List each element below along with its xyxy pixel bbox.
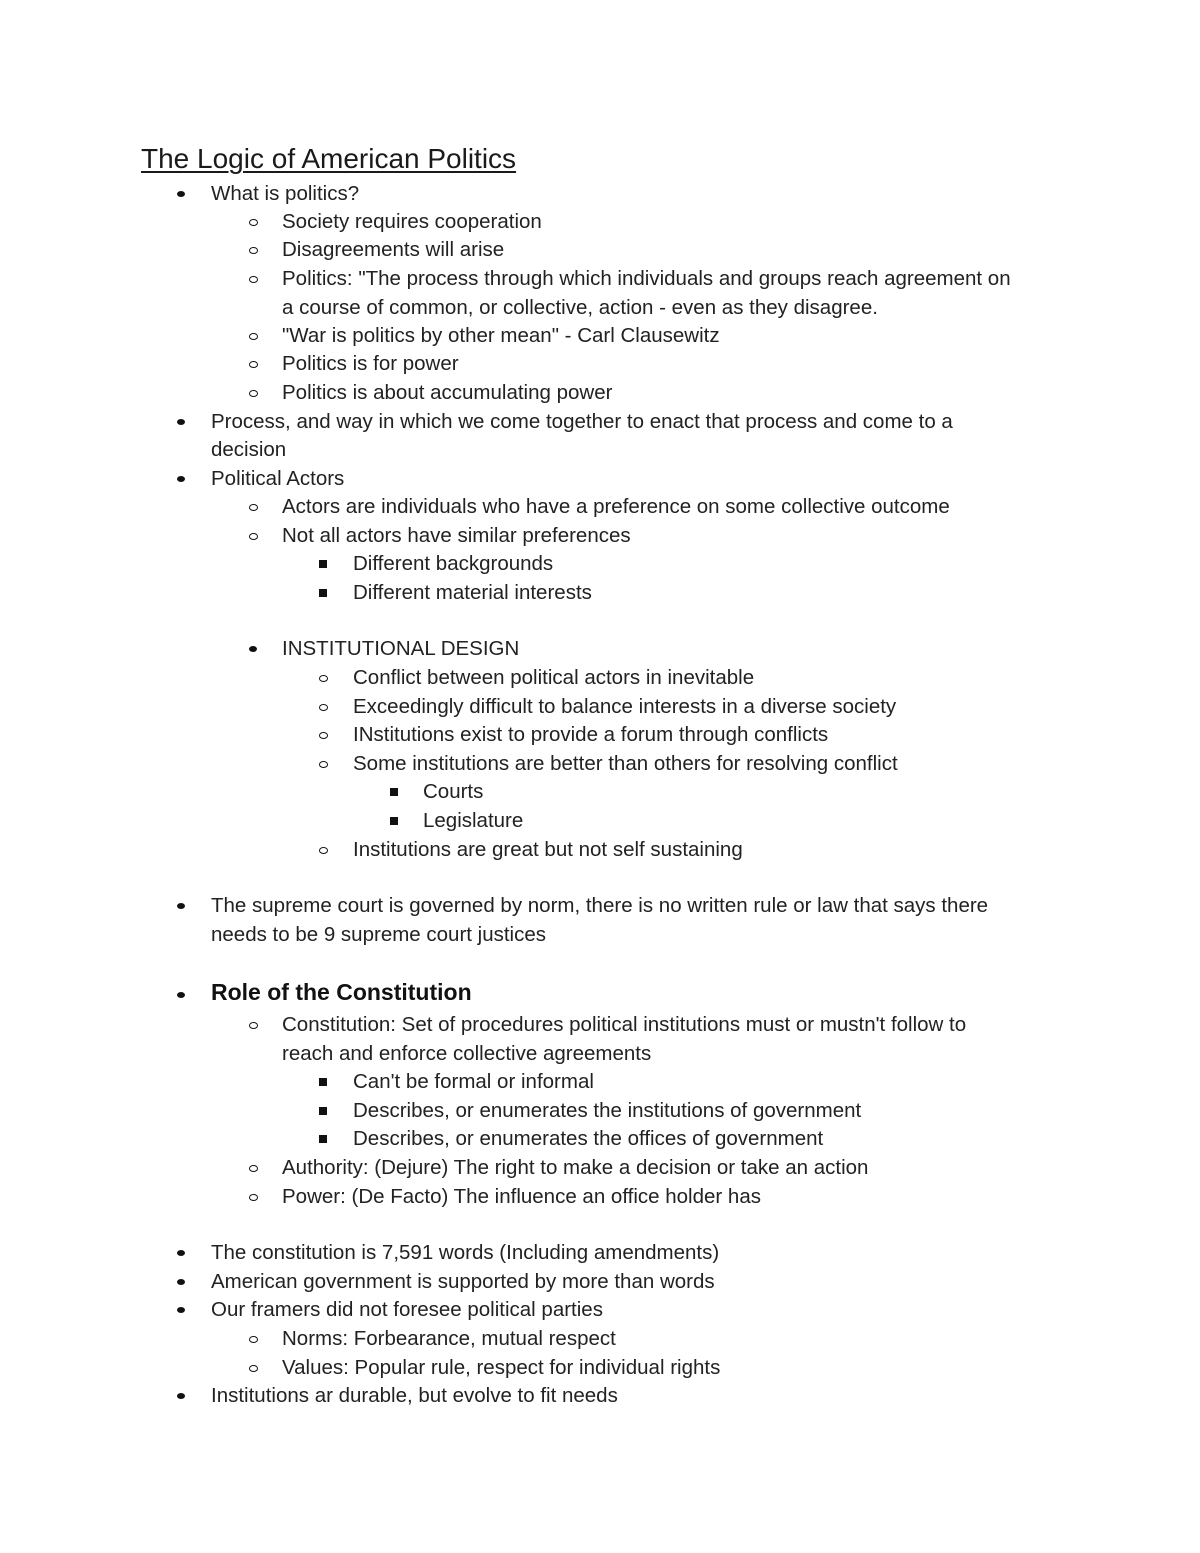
document-title: The Logic of American Politics: [141, 143, 517, 174]
disc-bullet-icon: [177, 1250, 185, 1256]
circle-bullet-icon: [249, 361, 258, 368]
list-item: Describes, or enumerates the institutions of government: [353, 1099, 862, 1122]
list-item: INstitutions exist to provide a forum through conflicts: [353, 723, 829, 746]
square-bullet-icon: [390, 788, 398, 796]
list-item: decision: [211, 438, 287, 461]
list-item: The supreme court is governed by norm, there is no written rule or law that says there: [211, 894, 989, 917]
circle-bullet-icon: [249, 1336, 258, 1343]
list-item: Authority: (Dejure) The right to make a decision or take an action: [282, 1156, 869, 1179]
list-item: Politics is for power: [282, 352, 459, 375]
circle-bullet-icon: [319, 761, 328, 768]
square-bullet-icon: [319, 589, 327, 597]
list-item: needs to be 9 supreme court justices: [211, 923, 547, 946]
circle-bullet-icon: [249, 390, 258, 397]
list-item: Different material interests: [353, 581, 592, 604]
list-item: Politics is about accumulating power: [282, 381, 613, 404]
square-bullet-icon: [390, 817, 398, 825]
list-item: Disagreements will arise: [282, 238, 505, 261]
list-item: Actors are individuals who have a preference on some collective outcome: [282, 495, 950, 518]
list-item: The constitution is 7,591 words (Including amendments): [211, 1241, 720, 1264]
list-item: Norms: Forbearance, mutual respect: [282, 1327, 616, 1350]
circle-bullet-icon: [249, 276, 258, 283]
list-item: Not all actors have similar preferences: [282, 524, 631, 547]
circle-bullet-icon: [249, 1365, 258, 1372]
circle-bullet-icon: [249, 533, 258, 540]
list-item: Different backgrounds: [353, 552, 554, 575]
list-item: Process, and way in which we come together to enact that process and come to a: [211, 410, 953, 433]
list-item: Politics: "The process through which individuals and groups reach agreement on: [282, 267, 1011, 290]
list-item: Values: Popular rule, respect for individual rights: [282, 1356, 721, 1379]
list-item: "War is politics by other mean" - Carl Clausewitz: [282, 324, 720, 347]
circle-bullet-icon: [249, 1194, 258, 1201]
disc-bullet-icon: [177, 1307, 185, 1313]
square-bullet-icon: [319, 1078, 327, 1086]
list-item: a course of common, or collective, action - even as they disagree.: [282, 296, 878, 319]
disc-bullet-icon: [177, 992, 185, 998]
disc-bullet-icon: [177, 476, 185, 482]
disc-bullet-icon: [177, 903, 185, 909]
list-item: Institutions are great but not self sustaining: [353, 838, 743, 861]
list-item: Society requires cooperation: [282, 210, 542, 233]
list-item: reach and enforce collective agreements: [282, 1042, 652, 1065]
square-bullet-icon: [319, 1135, 327, 1143]
square-bullet-icon: [319, 1107, 327, 1115]
list-item: Our framers did not foresee political parties: [211, 1298, 603, 1321]
list-item: Courts: [423, 780, 484, 803]
list-item: Institutions ar durable, but evolve to fit needs: [211, 1384, 618, 1407]
circle-bullet-icon: [249, 504, 258, 511]
list-item: American government is supported by more than words: [211, 1270, 715, 1293]
list-item: Describes, or enumerates the offices of government: [353, 1127, 824, 1150]
disc-bullet-icon: [177, 191, 185, 197]
disc-bullet-icon: [249, 646, 257, 652]
disc-bullet-icon: [177, 1393, 185, 1399]
list-item: INSTITUTIONAL DESIGN: [282, 637, 520, 660]
list-item: Power: (De Facto) The influence an office holder has: [282, 1185, 761, 1208]
circle-bullet-icon: [249, 1165, 258, 1172]
list-item: What is politics?: [211, 182, 360, 205]
list-item: Constitution: Set of procedures political institutions must or mustn't follow to: [282, 1013, 967, 1036]
circle-bullet-icon: [249, 1022, 258, 1029]
list-item: Can't be formal or informal: [353, 1070, 594, 1093]
square-bullet-icon: [319, 560, 327, 568]
disc-bullet-icon: [177, 419, 185, 425]
circle-bullet-icon: [249, 219, 258, 226]
list-item: Political Actors: [211, 467, 345, 490]
circle-bullet-icon: [319, 847, 328, 854]
circle-bullet-icon: [319, 704, 328, 711]
list-item: Some institutions are better than others for resolving conflict: [353, 752, 898, 775]
circle-bullet-icon: [249, 333, 258, 340]
list-item: Exceedingly difficult to balance interests in a diverse society: [353, 695, 897, 718]
list-item: Conflict between political actors in inevitable: [353, 666, 755, 689]
circle-bullet-icon: [249, 247, 258, 254]
circle-bullet-icon: [319, 675, 328, 682]
section-heading: Role of the Constitution: [211, 979, 472, 1005]
disc-bullet-icon: [177, 1279, 185, 1285]
list-item: Legislature: [423, 809, 524, 832]
circle-bullet-icon: [319, 732, 328, 739]
